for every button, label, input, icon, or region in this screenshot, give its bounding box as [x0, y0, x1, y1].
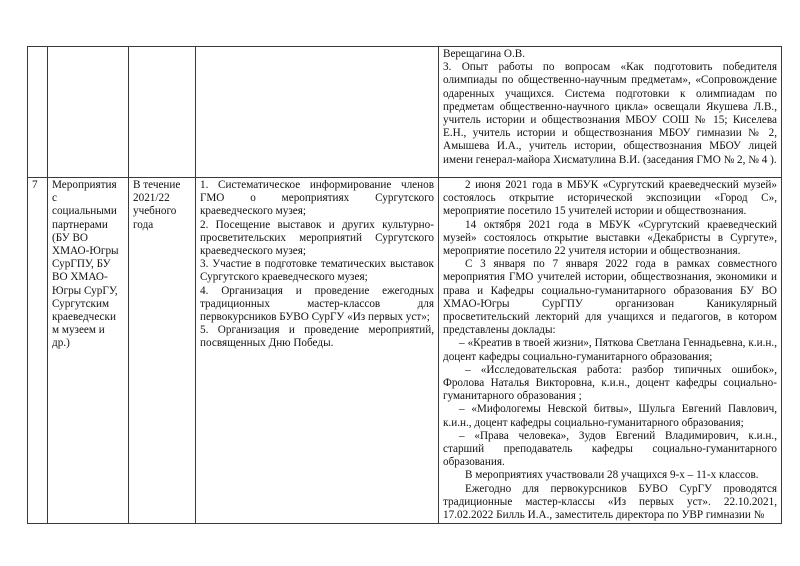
results-paragraph: 3. Опыт работы по вопросам «Как подготовить победителя олимпиады по общественно-научным предметам», «Сопровождение одаренных учащихся. Система подготовки к олимпиадам по предметам общественно-научного цикла» освещали Якушева Л.В., учитель истории и обществознания МБОУ СОШ № 15; Киселева Е.Н., учитель истории и обществознания МБОУ гимназии № 2, Амышева И.А., учитель истории, обществознания МБОУ лицей имени генерал-майора Хисматулина В.И. (заседания ГМО № 2, № 4 ). [443, 61, 777, 166]
table-row-continued [28, 47, 782, 178]
cell-tasks [196, 47, 439, 178]
report-item: – «Права человека», Зудов Евгений Владимирович, к.и.н., старший преподаватель кафедры социально-гуманитарного образования. [443, 429, 777, 469]
task-item: 1. Систематическое информирование членов ГМО о мероприятиях Сургутского краеведческого музея; [200, 179, 434, 218]
task-item: 5. Организация и проведение мероприятий, посвященных Дню Победы. [200, 324, 434, 350]
task-item: 3. Участие в подготовке тематических выставок Сургутского краеведческого музея; [200, 258, 434, 284]
report-item: – «Мифологемы Невской битвы», Шульга Евгений Павлович, к.и.н., доцент кафедры социально-гуманитарного образования; [443, 403, 777, 429]
results-paragraph: 14 октября 2021 года в МБУК «Сургутский краеведческий музей» состоялось открытие выставки «Декабристы в Сургуте», мероприятие посетило 22 учителя истории и обществознания. [443, 218, 777, 258]
results-paragraph: 2 июня 2021 года в МБУК «Сургутский краеведческий музей» состоялось открытие исторической экспозиции «Город С», мероприятие посетило 15 учителей истории и обществознания. [443, 179, 777, 218]
results-paragraph: С 3 января по 7 января 2022 года в рамках совместного мероприятия ГМО учителей истории, обществознания, экономики и права и Кафедры социально-гуманитарного образования БУ ВО ХМАО-Югры СурГПУ организован Каникулярный просветительский лекторий для учащихся и педагогов, в котором представлены доклады: [443, 258, 777, 337]
cell-results [439, 47, 782, 178]
cell-event: Мероприятия с социальными партнерами (БУ ВО ХМАО-Югры СурГПУ, БУ ВО ХМАО-Югры СурГУ, Сургутским краеведчески м музеем и др.) [48, 178, 129, 524]
cell-timing: В течение 2021/22 учебного года [129, 178, 196, 524]
table-row-7 [28, 178, 782, 524]
cell-event [48, 47, 129, 178]
cell-number [28, 47, 48, 178]
cell-number: 7 [28, 178, 48, 524]
task-item: 2. Посещение выставок и других культурно-просветительских мероприятий Сургутского краеведческого музея; [200, 218, 434, 258]
report-item: – «Исследовательская работа: разбор типичных ошибок», Фролова Наталья Викторовна, к.и.н., доцент кафедры социально-гуманитарного образования ; [443, 363, 777, 403]
cell-tasks [196, 178, 439, 524]
results-paragraph: В мероприятиях участвовали 28 учащихся 9-х – 11-х классов. [465, 469, 759, 482]
results-paragraph: Ежегодно для первокурсников БУВО СурГУ проводятся традиционные мастер-классы «Из первых уст». 22.10.2021, 17.02.2022 Билль И.А., заместитель директора по УВР гимназии № [443, 482, 777, 522]
report-item: – «Креатив в твоей жизни», Пяткова Светлана Геннадьевна, к.и.н., доцент кафедры социально-гуманитарного образования; [443, 337, 777, 363]
cell-results [439, 178, 782, 524]
results-paragraph: Верещагина О.В. [443, 48, 526, 60]
task-item: 4. Организация и проведение ежегодных традиционных мастер-классов для первокурсников БУВО СурГУ «Из первых уст»; [200, 284, 434, 324]
activity-table [27, 46, 782, 524]
cell-timing [129, 47, 196, 178]
